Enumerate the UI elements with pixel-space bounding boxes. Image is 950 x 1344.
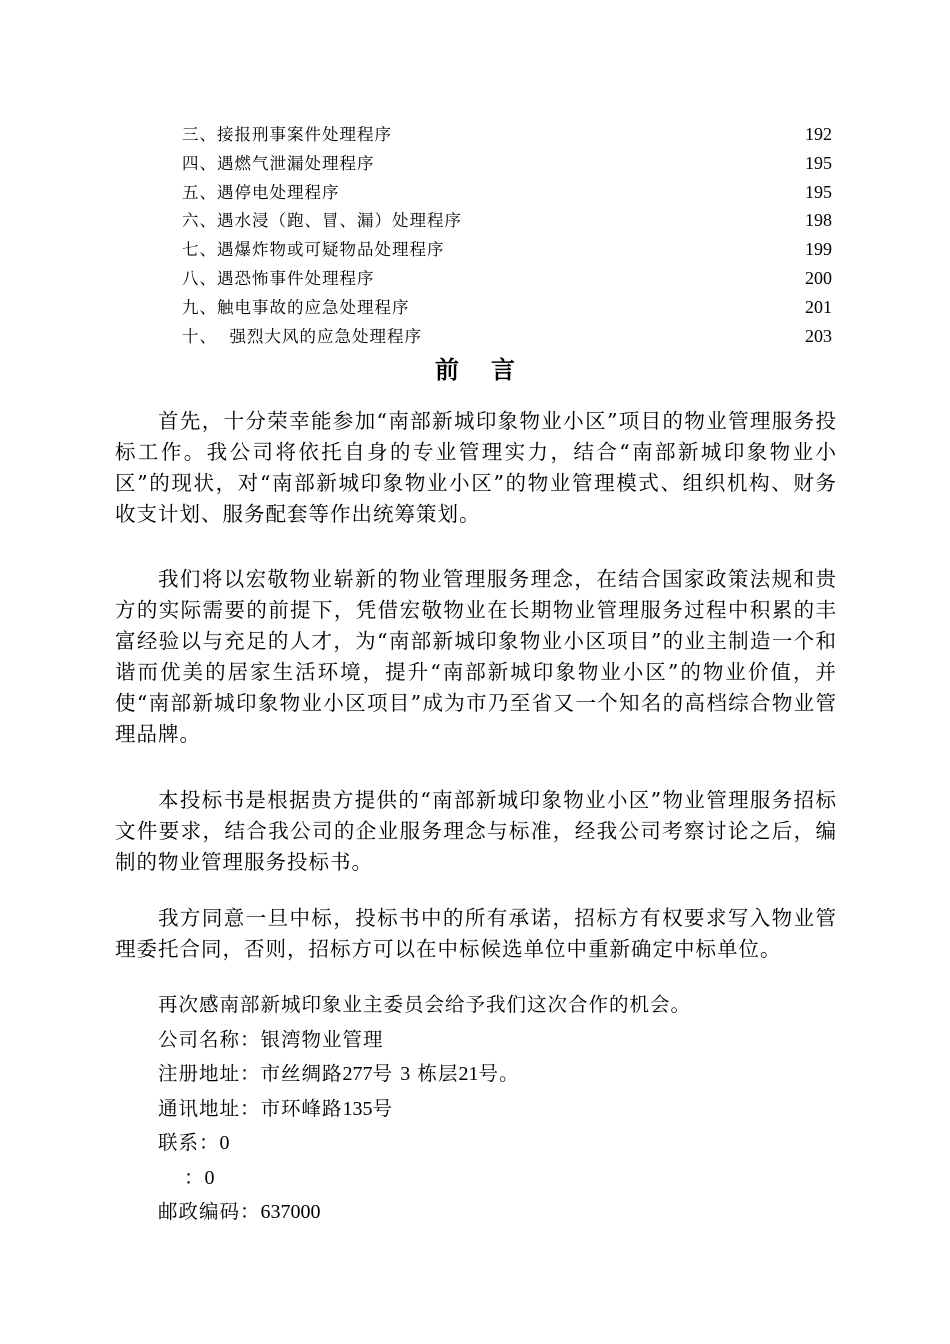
toc-entry bbox=[182, 293, 832, 322]
registered-address-part: 栋层 bbox=[417, 1062, 459, 1085]
registered-address-part: 号。 bbox=[478, 1062, 520, 1085]
toc-entry-label: 六、遇水浸（跑、冒、漏）处理程序 bbox=[182, 211, 462, 231]
preface-paragraph-2 bbox=[115, 564, 837, 750]
toc-entry-label: 七、遇爆炸物或可疑物品处理程序 bbox=[182, 240, 445, 260]
toc-entry bbox=[182, 149, 832, 178]
preface-paragraph-4 bbox=[115, 903, 837, 965]
mailing-address-number: 135 bbox=[342, 1097, 373, 1120]
company-name-label: 公司名称： bbox=[158, 1027, 261, 1051]
mailing-address-label: 通讯地址： bbox=[158, 1096, 261, 1120]
mailing-address-part: 号 bbox=[372, 1096, 394, 1120]
toc-entry-page: 201 bbox=[805, 296, 832, 317]
registered-address-label: 注册地址： bbox=[158, 1062, 261, 1085]
toc-entry bbox=[182, 178, 832, 207]
postcode-label: 邮政编码： bbox=[158, 1200, 261, 1223]
paragraph-text: 我们将以宏敬物业崭新的物业管理服务理念，在结合国家政策法规和贵方的实际需要的前提下，凭借宏敬物业在长期物业管理服务过程中积累的丰富经验以与充足的人才，为“南部新城印象物业小区项目”的业主制造一个和谐而优美的居家生活环境，提升“南部新城印象物业小区”的物业价值，并使“南部新城印象物业小区项目”成为市乃至省又一个知名的高档综合物业管理品牌。 bbox=[115, 567, 837, 746]
contact-label: 联系： bbox=[158, 1131, 220, 1154]
toc-entry-label: 十、 强烈大风的应急处理程序 bbox=[182, 326, 422, 346]
postcode-value: 637000 bbox=[260, 1201, 321, 1223]
fax-value: 0 bbox=[204, 1166, 215, 1189]
contact-value: 0 bbox=[219, 1132, 230, 1154]
company-name-value: 银湾物业管理 bbox=[260, 1027, 384, 1051]
thanks-line: 再次感南部新城印象业主委员会给予我们这次合作的机会。 bbox=[158, 993, 692, 1016]
company-name-line bbox=[158, 1023, 691, 1058]
registered-address-number: 277 bbox=[342, 1063, 373, 1085]
company-info bbox=[158, 988, 691, 1230]
toc-entry bbox=[182, 235, 832, 264]
table-of-contents bbox=[182, 120, 832, 350]
toc-entry-page: 192 bbox=[805, 124, 832, 144]
registered-address-line bbox=[158, 1057, 691, 1092]
preface-paragraph-1 bbox=[115, 406, 837, 530]
toc-entry-page: 198 bbox=[805, 210, 832, 231]
mailing-address-line bbox=[158, 1092, 691, 1127]
toc-entry-page: 199 bbox=[805, 239, 832, 260]
toc-entry bbox=[182, 322, 832, 351]
toc-entry bbox=[182, 206, 832, 235]
postcode-line bbox=[158, 1195, 691, 1230]
toc-entry-label: 五、遇停电处理程序 bbox=[182, 182, 340, 202]
toc-entry-label: 九、触电事故的应急处理程序 bbox=[182, 297, 410, 317]
registered-address-part: 市丝绸路 bbox=[260, 1062, 343, 1085]
toc-entry-label: 三、接报刑事案件处理程序 bbox=[182, 125, 392, 144]
toc-entry bbox=[182, 120, 832, 149]
contact-line bbox=[158, 1126, 691, 1161]
paragraph-text: 首先，十分荣幸能参加“南部新城印象物业小区”项目的物业管理服务投标工作。我公司将依托自身的专业管理实力，结合“南部新城印象物业小区”的现状，对“南部新城印象物业小区”的物业管理模式、组织机构、财务收支计划、服务配套等作出统筹策划。 bbox=[115, 409, 837, 526]
paragraph-text: 本投标书是根据贵方提供的“南部新城印象物业小区”物业管理服务招标文件要求，结合我公司的企业服务理念与标准，经我公司考察讨论之后，编制的物业管理服务投标书。 bbox=[115, 788, 837, 874]
registered-address-number: 21 bbox=[458, 1063, 479, 1085]
fax-line bbox=[158, 1161, 691, 1196]
toc-entry-page: 200 bbox=[805, 267, 832, 288]
registered-address-number: 3 bbox=[400, 1063, 411, 1085]
paragraph-text: 我方同意一旦中标，投标书中的所有承诺，招标方有权要求写入物业管理委托合同，否则，招标方可以在中标候选单位中重新确定中标单位。 bbox=[115, 906, 837, 961]
toc-entry-page: 195 bbox=[805, 152, 832, 173]
preface-title: 前言 bbox=[435, 355, 547, 384]
toc-entry-page: 203 bbox=[805, 325, 832, 346]
toc-entry-label: 四、遇燃气泄漏处理程序 bbox=[182, 153, 375, 173]
toc-entry-page: 195 bbox=[805, 181, 832, 202]
toc-entry bbox=[182, 264, 832, 293]
preface-paragraph-3 bbox=[115, 785, 837, 878]
mailing-address-part: 市环峰路 bbox=[260, 1096, 343, 1120]
toc-entry-label: 八、遇恐怖事件处理程序 bbox=[182, 268, 375, 288]
fax-label: ： bbox=[184, 1165, 205, 1189]
registered-address-part: 号 bbox=[372, 1062, 394, 1085]
